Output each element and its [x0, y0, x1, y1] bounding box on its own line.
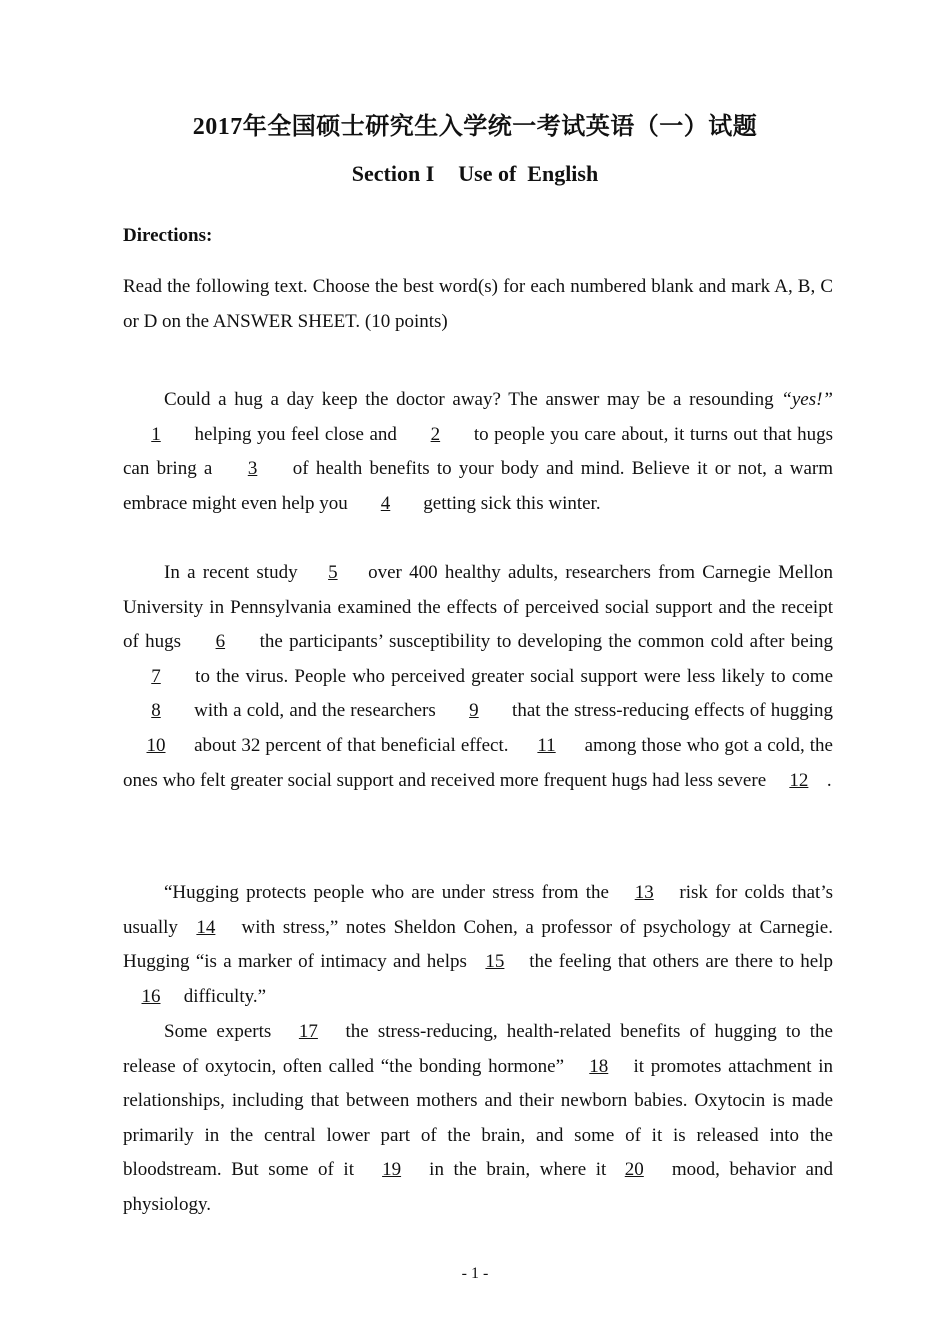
passage-paragraph-3: [123, 876, 833, 1014]
page-number: - 1 -: [461, 1265, 489, 1282]
blank-9: 9: [469, 700, 479, 722]
passage-text: among those who got a cold, the ones who felt greater social support and received more frequent hugs had less severe: [123, 734, 833, 791]
passage-text: .: [826, 769, 832, 791]
passage-text: the participants’ susceptibility to developing the common cold after being: [253, 631, 833, 653]
passage-text: Some experts: [164, 1021, 281, 1042]
passage-text: the feeling that others are there to help: [522, 951, 834, 973]
passage-paragraph-2: [123, 556, 833, 798]
blank-1: 1: [151, 423, 161, 445]
passage-text-italic: “yes!”: [781, 389, 833, 410]
blank-3: 3: [247, 458, 258, 480]
blank-4: 4: [380, 492, 391, 514]
blank-20: 20: [624, 1159, 644, 1181]
passage-text: of health benefits to your body and mind. Believe it or not, a warm embrace might even help you: [123, 458, 833, 514]
passage-text: mood, behavior and physiology.: [123, 1159, 833, 1215]
passage-text: with stress,” notes Sheldon Cohen, a professor of psychology at Carnegie. Hugging “is a marker of intimacy and helps: [123, 916, 833, 973]
section-label: Section I: [351, 161, 435, 186]
passage-text: helping you feel close and: [189, 423, 403, 445]
passage-text: getting sick this winter.: [418, 492, 601, 514]
passage-text: that the stress-reducing effects of hugging: [506, 700, 833, 722]
passage-text: about 32 percent of that beneficial effect.: [189, 734, 514, 756]
blank-11: 11: [537, 734, 556, 756]
blank-6: 6: [215, 631, 226, 653]
blank-13: 13: [634, 882, 654, 903]
passage-paragraph-4: [123, 1015, 833, 1223]
passage-text: over 400 healthy adults, researchers from Carnegie Mellon University in Pennsylvania examined the effects of perceived social support and the receipt of hugs: [123, 562, 833, 653]
passage-text: “Hugging protects people who are under stress from the: [164, 882, 617, 903]
passage-text: with a cold, and the researchers: [189, 700, 441, 722]
blank-18: 18: [589, 1055, 609, 1077]
blank-12: 12: [789, 769, 809, 791]
blank-19: 19: [382, 1159, 402, 1181]
passage-text: to people you care about, it turns out that hugs can bring a: [123, 423, 834, 480]
passage-text: the stress-reducing, health-related benefits of hugging to the release of oxytocin, often called “the bonding hormone”: [123, 1021, 833, 1077]
blank-16: 16: [141, 985, 161, 1007]
passage-text: risk for colds that’s usually: [123, 882, 833, 938]
blank-15: 15: [485, 951, 505, 973]
passage-text: to the virus. People who perceived greater social support were less likely to come: [189, 665, 833, 687]
exam-title: 2017年全国硕士研究生入学统一考试英语（一）试题: [192, 114, 758, 140]
blank-8: 8: [151, 700, 161, 722]
passage-text: difficulty.”: [179, 985, 267, 1007]
section-name: Use of English: [458, 161, 599, 186]
passage-text: in the brain, where it: [419, 1159, 607, 1181]
blank-2: 2: [430, 423, 441, 445]
directions-text: Read the following text. Choose the best word(s) for each numbered blank and mark A, B, C or D on the ANSWER SHEET. (10 points): [123, 276, 833, 332]
blank-17: 17: [298, 1021, 318, 1042]
passage-text: In a recent study: [164, 562, 305, 583]
section-heading: [0, 161, 950, 187]
passage-text: Could a hug a day keep the doctor away? The answer may be a resounding: [164, 389, 782, 410]
blank-14: 14: [196, 916, 216, 938]
blank-7: 7: [151, 665, 161, 687]
blank-5: 5: [328, 562, 338, 583]
passage-paragraph-1: [123, 383, 833, 521]
blank-10: 10: [146, 734, 166, 756]
directions-label: Directions:: [123, 225, 213, 246]
passage-text: it promotes attachment in relationships, including that between mothers and their newborn babies. Oxytocin is made primarily in the central lower part of the brain, and some of it is released into the bloodstream. But some of it: [123, 1055, 833, 1181]
